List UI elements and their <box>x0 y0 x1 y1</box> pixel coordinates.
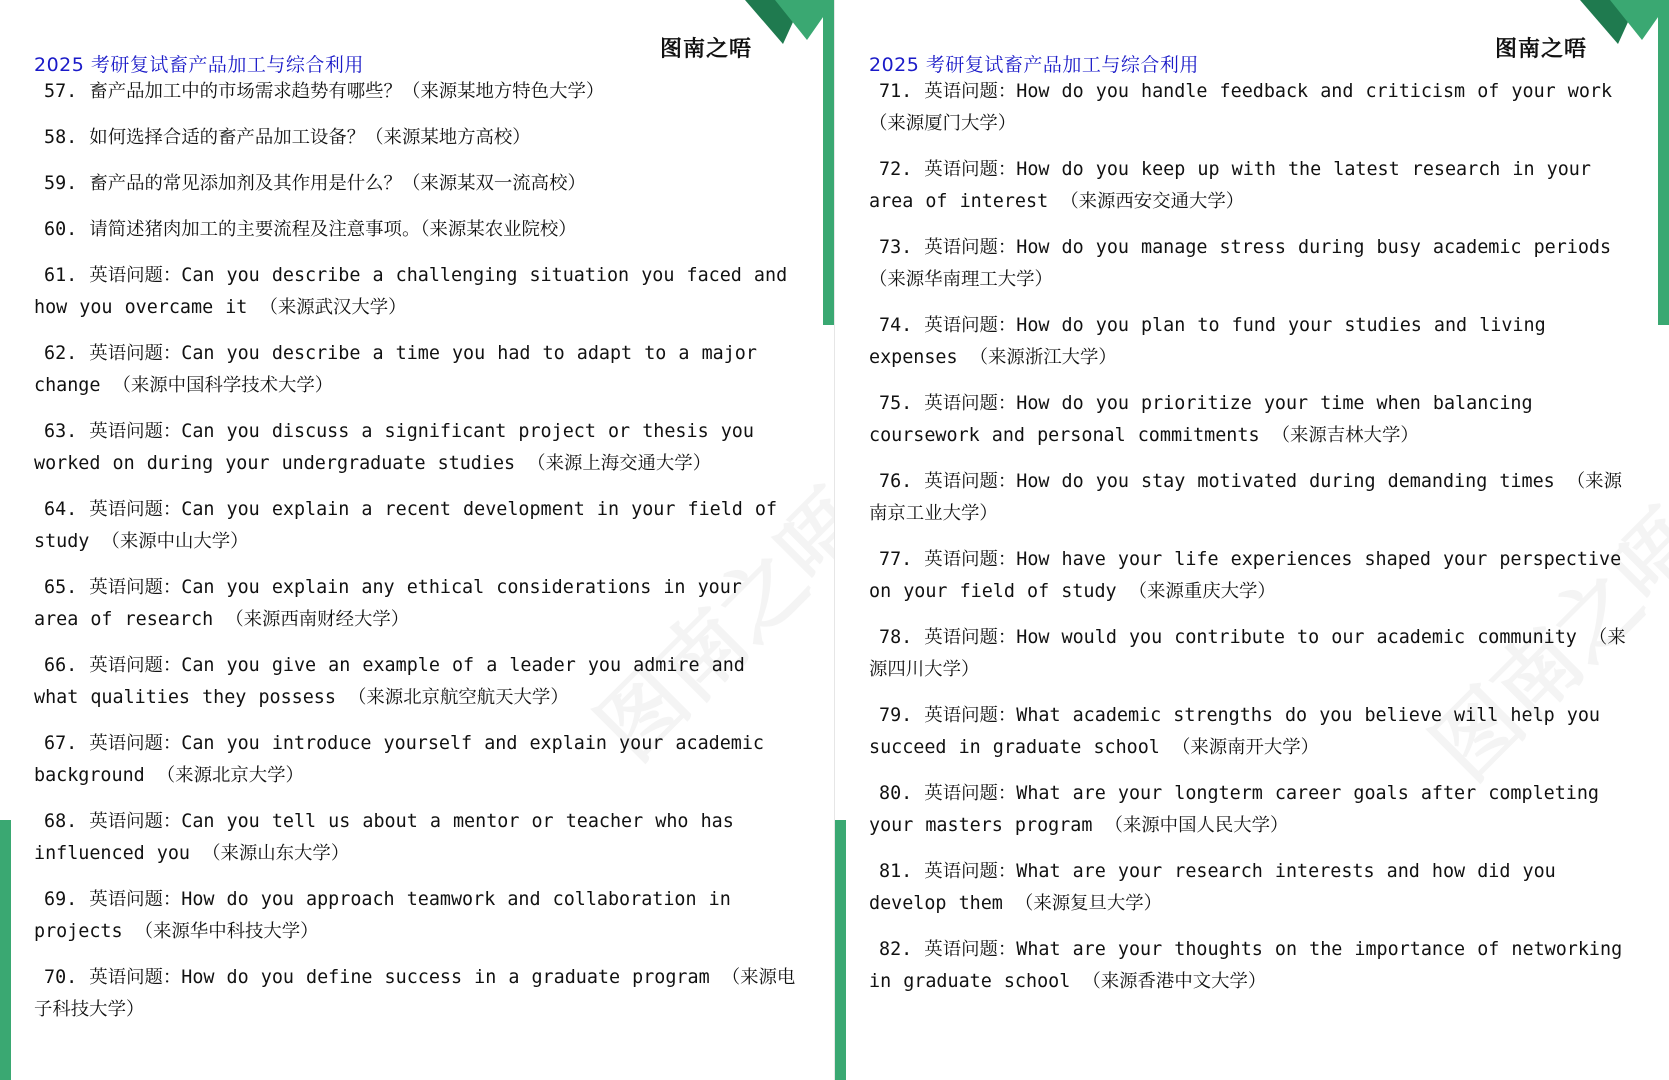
question-text: 畜产品加工中的市场需求趋势有哪些？（来源某地方特色大学） <box>89 81 605 102</box>
green-edge-bar-top <box>823 0 834 325</box>
corner-logo-icon <box>745 0 834 48</box>
question-text: 英语问题：What academic strengths do you believe will help you succeed in graduate school （来源南开大学） <box>869 705 1600 758</box>
question-number: 58. <box>44 127 78 148</box>
document-header: 2025 考研复试畜产品加工与综合利用 <box>869 54 1199 76</box>
question-text: 英语问题：How do you prioritize your time when balancing coursework and personal commitments （来源吉林大学） <box>869 393 1533 446</box>
question-number: 63. <box>44 421 78 442</box>
question-number: 81. <box>879 861 913 882</box>
question-number: 71. <box>879 81 913 102</box>
question-item <box>869 700 1631 764</box>
question-number: 72. <box>879 159 913 180</box>
question-text: 英语问题：How would you contribute to our academic community （来源四川大学） <box>869 627 1626 680</box>
question-item <box>34 494 796 558</box>
question-item <box>34 884 796 948</box>
question-item <box>34 122 796 154</box>
question-text: 英语问题：Can you describe a time you had to adapt to a major change （来源中国科学技术大学） <box>34 343 757 396</box>
green-edge-bar-bottom <box>835 820 846 1080</box>
question-item <box>869 544 1631 608</box>
question-item <box>869 76 1631 140</box>
question-item <box>34 416 796 480</box>
question-item <box>34 214 796 246</box>
question-number: 59. <box>44 173 78 194</box>
question-number: 57. <box>44 81 78 102</box>
document-page-left <box>0 0 834 1080</box>
question-number: 65. <box>44 577 78 598</box>
green-edge-bar-bottom <box>0 820 11 1080</box>
document-page-right <box>835 0 1669 1080</box>
question-text: 英语问题：Can you tell us about a mentor or teacher who has influenced you （来源山东大学） <box>34 811 734 864</box>
question-item <box>869 466 1631 530</box>
question-text: 请简述猪肉加工的主要流程及注意事项。（来源某农业院校） <box>89 219 577 240</box>
question-number: 74. <box>879 315 913 336</box>
question-text: 英语问题：How do you keep up with the latest research in your area of interest （来源西安交通大学） <box>869 159 1591 212</box>
question-text: 英语问题：Can you discuss a significant project or thesis you worked on during your undergraduate studies （来源上海交通大学） <box>34 421 754 474</box>
question-text: 英语问题：How do you plan to fund your studies and living expenses （来源浙江大学） <box>869 315 1546 368</box>
question-item <box>34 168 796 200</box>
question-item <box>869 934 1631 998</box>
question-number: 80. <box>879 783 913 804</box>
question-number: 78. <box>879 627 913 648</box>
question-item <box>34 962 796 1026</box>
question-number: 79. <box>879 705 913 726</box>
question-text: 畜产品的常见添加剂及其作用是什么？（来源某双一流高校） <box>89 173 586 194</box>
question-list <box>34 76 796 1040</box>
brand-logo-text: 图南之唔 <box>660 37 753 62</box>
brand-logo-text: 图南之唔 <box>1495 37 1588 62</box>
question-number: 66. <box>44 655 78 676</box>
question-number: 77. <box>879 549 913 570</box>
question-number: 62. <box>44 343 78 364</box>
question-text: 英语问题：What are your research interests and how did you develop them （来源复旦大学） <box>869 861 1556 914</box>
green-edge-bar-top <box>1658 0 1669 325</box>
question-text: 英语问题：How do you handle feedback and criticism of your work （来源厦门大学） <box>869 81 1613 134</box>
question-number: 73. <box>879 237 913 258</box>
question-text: 英语问题：How do you define success in a graduate program （来源电子科技大学） <box>34 967 796 1020</box>
question-item <box>34 76 796 108</box>
question-number: 70. <box>44 967 78 988</box>
question-item <box>34 650 796 714</box>
question-number: 60. <box>44 219 78 240</box>
question-text: 英语问题：How do you approach teamwork and collaboration in projects （来源华中科技大学） <box>34 889 731 942</box>
question-number: 69. <box>44 889 78 910</box>
question-text: 英语问题：Can you explain a recent development in your field of study （来源中山大学） <box>34 499 778 552</box>
question-item <box>869 856 1631 920</box>
question-number: 64. <box>44 499 78 520</box>
document-header: 2025 考研复试畜产品加工与综合利用 <box>34 54 364 76</box>
question-text: 英语问题：What are your longterm career goals after completing your masters program （来源中国人民大学） <box>869 783 1599 836</box>
question-item <box>869 622 1631 686</box>
question-text: 英语问题：How do you manage stress during busy academic periods （来源华南理工大学） <box>869 237 1612 290</box>
question-text: 英语问题：Can you explain any ethical considerations in your area of research （来源西南财经大学） <box>34 577 742 630</box>
question-number: 61. <box>44 265 78 286</box>
question-number: 68. <box>44 811 78 832</box>
question-list <box>869 76 1631 1012</box>
question-text: 英语问题：Can you introduce yourself and explain your academic background （来源北京大学） <box>34 733 764 786</box>
question-item <box>34 728 796 792</box>
question-number: 67. <box>44 733 78 754</box>
question-text: 英语问题：Can you describe a challenging situation you faced and how you overcame it （来源武汉大学） <box>34 265 788 318</box>
question-item <box>34 806 796 870</box>
question-text: 英语问题：How have your life experiences shaped your perspective on your field of study （来源重庆大学） <box>869 549 1622 602</box>
question-item <box>869 310 1631 374</box>
question-text: 英语问题：What are your thoughts on the importance of networking in graduate school （来源香港中文大学） <box>869 939 1623 992</box>
question-number: 82. <box>879 939 913 960</box>
question-item <box>34 260 796 324</box>
question-item <box>34 338 796 402</box>
question-item <box>869 778 1631 842</box>
question-text: 如何选择合适的畜产品加工设备？（来源某地方高校） <box>89 127 531 148</box>
question-number: 75. <box>879 393 913 414</box>
question-item <box>869 232 1631 296</box>
question-text: 英语问题：How do you stay motivated during demanding times （来源南京工业大学） <box>869 471 1622 524</box>
question-item <box>869 388 1631 452</box>
question-number: 76. <box>879 471 913 492</box>
corner-logo-icon <box>1580 0 1669 48</box>
question-item <box>34 572 796 636</box>
question-text: 英语问题：Can you give an example of a leader you admire and what qualities they possess （来源北京航空航天大学） <box>34 655 745 708</box>
question-item <box>869 154 1631 218</box>
